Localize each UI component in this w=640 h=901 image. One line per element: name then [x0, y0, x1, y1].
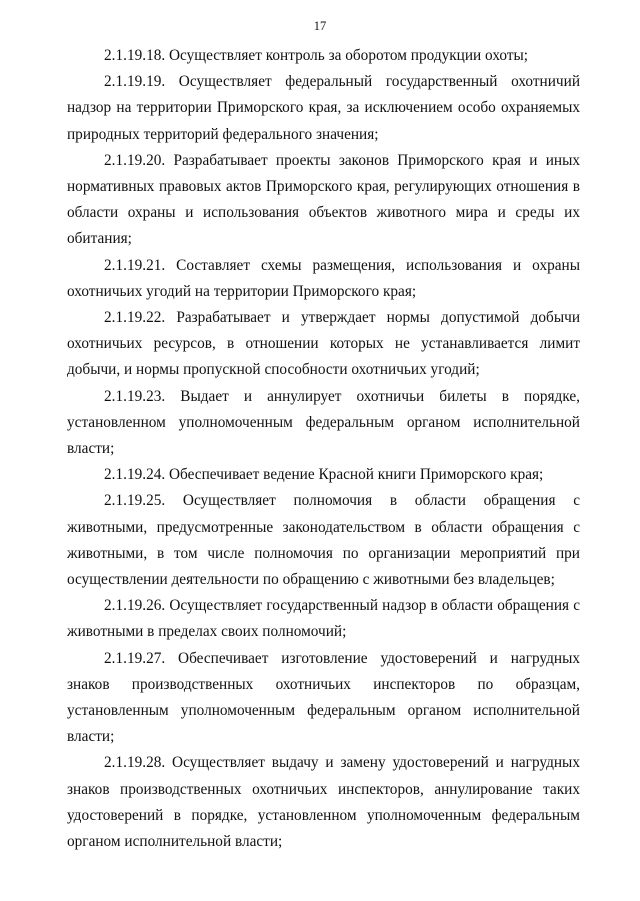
paragraph-2-1-19-22: 2.1.19.22. Разрабатывает и утверждает нормы допустимой добычи охотничьих ресурсов, в отношении которых не устанавливается лимит добычи, и нормы пропускной способности охотничьих угодий;	[67, 309, 580, 379]
paragraph-2-1-19-23: 2.1.19.23. Выдает и аннулирует охотничьи билеты в порядке, установленном уполномоченным федеральным органом исполнительной власти;	[67, 387, 580, 458]
document-body	[67, 43, 580, 855]
paragraph-2-1-19-21: 2.1.19.21. Составляет схемы размещения, использования и охраны охотничьих угодий на территории Приморского края;	[67, 256, 580, 300]
paragraph-2-1-19-20: 2.1.19.20. Разрабатывает проекты законов Приморского края и иных нормативных правовых актов Приморского края, регулирующих отношения в области охраны и использования объектов животного мира и среды их обитания;	[67, 151, 580, 248]
paragraph-2-1-19-18: 2.1.19.18. Осуществляет контроль за оборотом продукции охоты;	[104, 47, 529, 64]
paragraph-2-1-19-27: 2.1.19.27. Обеспечивает изготовление удостоверений и нагрудных знаков производственных охотничьих инспекторов по образцам, установленным уполномоченным федеральным органом исполнительной власти;	[67, 649, 580, 746]
paragraph-2-1-19-28: 2.1.19.28. Осуществляет выдачу и замену удостоверений и нагрудных знаков производственных охотничьих инспекторов, аннулирование таких удостоверений в порядке, установленном уполномоченным федеральным органом исполнительной власти;	[67, 754, 580, 851]
paragraph-2-1-19-24: 2.1.19.24. Обеспечивает ведение Красной книги Приморского края;	[104, 466, 544, 484]
paragraph-2-1-19-26: 2.1.19.26. Осуществляет государственный надзор в области обращения с животными в пределах своих полномочий;	[67, 597, 580, 641]
paragraph-2-1-19-25: 2.1.19.25. Осуществляет полномочия в области обращения с животными, предусмотренные законодательством в области обращения с животными, в том числе полномочия по организации мероприятий при осуществлении деятельности по обращению с животными без владельцев;	[67, 492, 580, 589]
paragraph-2-1-19-19: 2.1.19.19. Осуществляет федеральный государственный охотничий надзор на территории Приморского края, за исключением особо охраняемых природных территорий федерального значения;	[67, 73, 580, 143]
page-number: 17	[313, 19, 327, 33]
